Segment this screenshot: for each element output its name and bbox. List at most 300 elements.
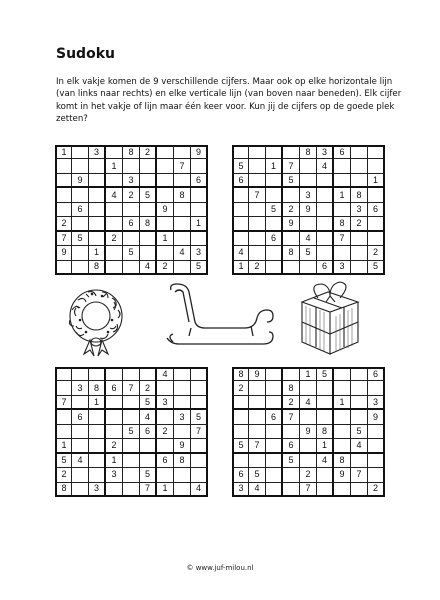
sudoku-cell[interactable]: 6 <box>317 261 334 275</box>
sudoku-cell[interactable]: 5 <box>317 367 334 381</box>
sudoku-cell[interactable]: 5 <box>249 468 266 482</box>
sudoku-cell[interactable]: 9 <box>191 145 208 159</box>
sudoku-cell[interactable]: 2 <box>351 217 368 231</box>
sudoku-cell[interactable]: 5 <box>123 246 140 260</box>
sudoku-cell[interactable] <box>249 425 266 439</box>
sudoku-cell[interactable] <box>72 396 89 410</box>
sudoku-cell[interactable]: 8 <box>174 188 191 202</box>
sudoku-cell[interactable]: 7 <box>55 232 72 246</box>
sudoku-cell[interactable] <box>368 439 385 453</box>
sudoku-cell[interactable]: 1 <box>334 188 351 202</box>
sudoku-cell[interactable] <box>266 396 283 410</box>
sudoku-cell[interactable] <box>123 261 140 275</box>
sudoku-cell[interactable] <box>89 217 106 231</box>
sudoku-cell[interactable]: 1 <box>106 159 123 173</box>
sudoku-cell[interactable] <box>317 246 334 260</box>
sudoku-cell[interactable] <box>317 468 334 482</box>
sudoku-cell[interactable]: 2 <box>232 381 249 395</box>
sudoku-cell[interactable]: 6 <box>72 203 89 217</box>
sudoku-cell[interactable]: 2 <box>300 468 317 482</box>
sudoku-cell[interactable] <box>174 261 191 275</box>
sudoku-cell[interactable] <box>249 396 266 410</box>
sudoku-cell[interactable]: 1 <box>368 174 385 188</box>
sudoku-cell[interactable] <box>300 159 317 173</box>
sudoku-cell[interactable]: 2 <box>249 261 266 275</box>
sudoku-cell[interactable] <box>191 203 208 217</box>
sudoku-cell[interactable] <box>191 232 208 246</box>
sudoku-cell[interactable]: 5 <box>72 232 89 246</box>
sudoku-cell[interactable]: 7 <box>334 232 351 246</box>
sudoku-cell[interactable] <box>249 454 266 468</box>
sudoku-cell[interactable] <box>157 217 174 231</box>
sudoku-cell[interactable] <box>89 367 106 381</box>
sudoku-cell[interactable] <box>334 381 351 395</box>
sudoku-cell[interactable] <box>123 159 140 173</box>
sudoku-cell[interactable]: 5 <box>55 454 72 468</box>
sudoku-cell[interactable] <box>89 468 106 482</box>
sudoku-cell[interactable]: 1 <box>106 454 123 468</box>
sudoku-cell[interactable] <box>368 425 385 439</box>
sudoku-cell[interactable] <box>191 367 208 381</box>
sudoku-cell[interactable]: 6 <box>106 381 123 395</box>
sudoku-cell[interactable] <box>317 203 334 217</box>
sudoku-cell[interactable]: 2 <box>55 217 72 231</box>
sudoku-cell[interactable]: 5 <box>123 425 140 439</box>
sudoku-cell[interactable] <box>334 246 351 260</box>
sudoku-cell[interactable]: 4 <box>72 454 89 468</box>
sudoku-cell[interactable]: 3 <box>351 203 368 217</box>
sudoku-cell[interactable]: 8 <box>300 145 317 159</box>
sudoku-cell[interactable] <box>249 381 266 395</box>
sudoku-cell[interactable] <box>157 439 174 453</box>
sudoku-cell[interactable]: 8 <box>317 425 334 439</box>
sudoku-cell[interactable] <box>232 232 249 246</box>
sudoku-cell[interactable] <box>123 367 140 381</box>
sudoku-cell[interactable]: 5 <box>140 188 157 202</box>
sudoku-cell[interactable]: 5 <box>266 203 283 217</box>
sudoku-cell[interactable]: 1 <box>55 439 72 453</box>
sudoku-cell[interactable] <box>334 174 351 188</box>
sudoku-cell[interactable] <box>191 439 208 453</box>
sudoku-cell[interactable] <box>334 203 351 217</box>
sudoku-cell[interactable] <box>191 188 208 202</box>
sudoku-cell[interactable]: 3 <box>157 396 174 410</box>
sudoku-cell[interactable]: 2 <box>157 425 174 439</box>
sudoku-cell[interactable]: 4 <box>317 454 334 468</box>
sudoku-cell[interactable]: 6 <box>368 367 385 381</box>
sudoku-cell[interactable] <box>317 174 334 188</box>
sudoku-cell[interactable] <box>283 425 300 439</box>
sudoku-cell[interactable] <box>191 396 208 410</box>
sudoku-cell[interactable]: 7 <box>191 425 208 439</box>
sudoku-cell[interactable] <box>317 396 334 410</box>
sudoku-cell[interactable] <box>55 203 72 217</box>
sudoku-cell[interactable]: 6 <box>232 468 249 482</box>
sudoku-cell[interactable]: 1 <box>317 439 334 453</box>
sudoku-cell[interactable]: 2 <box>140 381 157 395</box>
sudoku-cell[interactable]: 7 <box>351 468 368 482</box>
sudoku-cell[interactable] <box>106 203 123 217</box>
sudoku-cell[interactable] <box>55 188 72 202</box>
sudoku-cell[interactable] <box>72 367 89 381</box>
sudoku-cell[interactable] <box>89 203 106 217</box>
sudoku-cell[interactable] <box>157 468 174 482</box>
sudoku-cell[interactable]: 3 <box>89 145 106 159</box>
sudoku-cell[interactable]: 3 <box>72 381 89 395</box>
sudoku-cell[interactable] <box>140 439 157 453</box>
sudoku-cell[interactable]: 9 <box>157 203 174 217</box>
sudoku-cell[interactable] <box>174 145 191 159</box>
sudoku-cell[interactable]: 5 <box>368 261 385 275</box>
sudoku-cell[interactable] <box>266 145 283 159</box>
sudoku-cell[interactable] <box>174 232 191 246</box>
sudoku-cell[interactable]: 6 <box>368 203 385 217</box>
sudoku-cell[interactable] <box>249 159 266 173</box>
sudoku-cell[interactable]: 9 <box>249 367 266 381</box>
sudoku-cell[interactable] <box>72 217 89 231</box>
sudoku-cell[interactable] <box>283 367 300 381</box>
sudoku-cell[interactable]: 3 <box>232 483 249 497</box>
sudoku-cell[interactable] <box>89 174 106 188</box>
sudoku-cell[interactable] <box>191 381 208 395</box>
sudoku-cell[interactable] <box>351 454 368 468</box>
sudoku-cell[interactable] <box>72 439 89 453</box>
sudoku-cell[interactable]: 4 <box>300 396 317 410</box>
sudoku-cell[interactable] <box>351 261 368 275</box>
sudoku-cell[interactable]: 2 <box>368 246 385 260</box>
sudoku-cell[interactable] <box>266 188 283 202</box>
sudoku-cell[interactable]: 9 <box>300 425 317 439</box>
sudoku-cell[interactable] <box>123 396 140 410</box>
sudoku-cell[interactable]: 8 <box>55 483 72 497</box>
sudoku-cell[interactable] <box>123 454 140 468</box>
sudoku-cell[interactable] <box>351 232 368 246</box>
sudoku-cell[interactable]: 8 <box>232 367 249 381</box>
sudoku-cell[interactable] <box>266 381 283 395</box>
sudoku-cell[interactable]: 4 <box>157 367 174 381</box>
sudoku-cell[interactable]: 7 <box>55 396 72 410</box>
sudoku-cell[interactable]: 3 <box>191 246 208 260</box>
sudoku-cell[interactable] <box>317 232 334 246</box>
sudoku-cell[interactable] <box>266 468 283 482</box>
sudoku-cell[interactable]: 8 <box>283 246 300 260</box>
sudoku-cell[interactable] <box>266 261 283 275</box>
sudoku-cell[interactable] <box>317 188 334 202</box>
sudoku-cell[interactable] <box>334 425 351 439</box>
sudoku-cell[interactable] <box>106 217 123 231</box>
sudoku-cell[interactable] <box>72 425 89 439</box>
sudoku-cell[interactable]: 1 <box>55 145 72 159</box>
sudoku-cell[interactable] <box>140 454 157 468</box>
sudoku-cell[interactable] <box>266 217 283 231</box>
sudoku-cell[interactable] <box>89 188 106 202</box>
sudoku-cell[interactable]: 4 <box>174 246 191 260</box>
sudoku-cell[interactable] <box>317 381 334 395</box>
sudoku-cell[interactable] <box>157 246 174 260</box>
sudoku-cell[interactable]: 9 <box>334 468 351 482</box>
sudoku-cell[interactable]: 8 <box>89 381 106 395</box>
sudoku-cell[interactable]: 5 <box>140 396 157 410</box>
sudoku-cell[interactable]: 1 <box>89 396 106 410</box>
sudoku-cell[interactable]: 6 <box>140 425 157 439</box>
sudoku-cell[interactable]: 9 <box>174 439 191 453</box>
sudoku-cell[interactable]: 4 <box>351 439 368 453</box>
sudoku-cell[interactable]: 5 <box>283 174 300 188</box>
sudoku-cell[interactable] <box>106 410 123 424</box>
sudoku-cell[interactable]: 1 <box>89 246 106 260</box>
sudoku-cell[interactable] <box>157 188 174 202</box>
sudoku-cell[interactable]: 5 <box>191 410 208 424</box>
sudoku-cell[interactable] <box>368 217 385 231</box>
sudoku-cell[interactable] <box>334 367 351 381</box>
sudoku-cell[interactable] <box>106 483 123 497</box>
sudoku-cell[interactable]: 8 <box>140 217 157 231</box>
sudoku-cell[interactable]: 8 <box>334 454 351 468</box>
sudoku-cell[interactable] <box>266 425 283 439</box>
sudoku-cell[interactable] <box>55 367 72 381</box>
sudoku-cell[interactable] <box>232 425 249 439</box>
sudoku-cell[interactable] <box>89 232 106 246</box>
sudoku-cell[interactable]: 3 <box>317 145 334 159</box>
sudoku-cell[interactable]: 9 <box>283 217 300 231</box>
sudoku-cell[interactable]: 8 <box>89 261 106 275</box>
sudoku-cell[interactable] <box>72 483 89 497</box>
sudoku-cell[interactable] <box>55 410 72 424</box>
sudoku-cell[interactable]: 8 <box>334 217 351 231</box>
sudoku-cell[interactable] <box>283 188 300 202</box>
sudoku-cell[interactable] <box>174 203 191 217</box>
sudoku-cell[interactable] <box>368 454 385 468</box>
sudoku-cell[interactable] <box>123 232 140 246</box>
sudoku-cell[interactable] <box>368 145 385 159</box>
sudoku-cell[interactable]: 7 <box>300 483 317 497</box>
sudoku-cell[interactable] <box>106 261 123 275</box>
sudoku-cell[interactable] <box>174 174 191 188</box>
sudoku-cell[interactable] <box>232 217 249 231</box>
sudoku-cell[interactable]: 7 <box>249 188 266 202</box>
sudoku-cell[interactable]: 8 <box>283 381 300 395</box>
sudoku-cell[interactable] <box>106 145 123 159</box>
sudoku-cell[interactable]: 8 <box>351 188 368 202</box>
sudoku-cell[interactable] <box>368 188 385 202</box>
sudoku-cell[interactable] <box>72 159 89 173</box>
sudoku-cell[interactable] <box>351 174 368 188</box>
sudoku-cell[interactable]: 4 <box>140 261 157 275</box>
sudoku-cell[interactable] <box>351 159 368 173</box>
sudoku-cell[interactable] <box>140 246 157 260</box>
sudoku-cell[interactable] <box>89 454 106 468</box>
sudoku-cell[interactable]: 1 <box>266 159 283 173</box>
sudoku-cell[interactable]: 8 <box>123 145 140 159</box>
sudoku-cell[interactable] <box>106 425 123 439</box>
sudoku-cell[interactable] <box>157 410 174 424</box>
sudoku-cell[interactable] <box>140 159 157 173</box>
sudoku-cell[interactable] <box>283 468 300 482</box>
sudoku-cell[interactable]: 6 <box>72 410 89 424</box>
sudoku-cell[interactable] <box>55 159 72 173</box>
sudoku-cell[interactable] <box>157 381 174 395</box>
sudoku-cell[interactable] <box>249 232 266 246</box>
sudoku-cell[interactable] <box>174 367 191 381</box>
sudoku-cell[interactable] <box>106 246 123 260</box>
sudoku-cell[interactable] <box>249 246 266 260</box>
sudoku-cell[interactable] <box>72 188 89 202</box>
sudoku-cell[interactable] <box>334 410 351 424</box>
sudoku-cell[interactable] <box>55 261 72 275</box>
sudoku-cell[interactable] <box>334 483 351 497</box>
sudoku-cell[interactable] <box>123 203 140 217</box>
sudoku-cell[interactable] <box>89 439 106 453</box>
sudoku-cell[interactable] <box>89 159 106 173</box>
sudoku-cell[interactable]: 4 <box>317 159 334 173</box>
sudoku-cell[interactable] <box>351 246 368 260</box>
sudoku-cell[interactable]: 9 <box>300 203 317 217</box>
sudoku-cell[interactable] <box>106 367 123 381</box>
sudoku-cell[interactable]: 6 <box>232 174 249 188</box>
sudoku-cell[interactable]: 5 <box>232 159 249 173</box>
sudoku-cell[interactable]: 3 <box>174 410 191 424</box>
sudoku-cell[interactable] <box>300 174 317 188</box>
sudoku-cell[interactable]: 4 <box>300 232 317 246</box>
sudoku-cell[interactable]: 7 <box>283 159 300 173</box>
sudoku-cell[interactable]: 6 <box>334 145 351 159</box>
sudoku-cell[interactable] <box>123 468 140 482</box>
sudoku-cell[interactable] <box>266 174 283 188</box>
sudoku-cell[interactable] <box>300 439 317 453</box>
sudoku-cell[interactable] <box>123 439 140 453</box>
sudoku-cell[interactable]: 4 <box>232 246 249 260</box>
sudoku-cell[interactable] <box>89 425 106 439</box>
sudoku-cell[interactable]: 3 <box>300 188 317 202</box>
sudoku-cell[interactable] <box>55 381 72 395</box>
sudoku-cell[interactable]: 2 <box>157 261 174 275</box>
sudoku-cell[interactable] <box>232 454 249 468</box>
sudoku-cell[interactable]: 1 <box>300 367 317 381</box>
sudoku-cell[interactable]: 6 <box>283 439 300 453</box>
sudoku-cell[interactable] <box>334 439 351 453</box>
sudoku-cell[interactable] <box>191 454 208 468</box>
sudoku-cell[interactable] <box>72 468 89 482</box>
sudoku-cell[interactable] <box>334 159 351 173</box>
sudoku-cell[interactable]: 2 <box>55 468 72 482</box>
sudoku-cell[interactable] <box>368 468 385 482</box>
sudoku-cell[interactable]: 3 <box>89 483 106 497</box>
sudoku-cell[interactable]: 7 <box>249 439 266 453</box>
sudoku-cell[interactable]: 1 <box>232 261 249 275</box>
sudoku-cell[interactable]: 2 <box>123 188 140 202</box>
sudoku-cell[interactable] <box>157 145 174 159</box>
sudoku-cell[interactable] <box>55 174 72 188</box>
sudoku-cell[interactable] <box>174 425 191 439</box>
sudoku-cell[interactable] <box>140 367 157 381</box>
sudoku-cell[interactable]: 3 <box>368 396 385 410</box>
sudoku-cell[interactable] <box>249 217 266 231</box>
sudoku-cell[interactable]: 5 <box>191 261 208 275</box>
sudoku-cell[interactable] <box>283 232 300 246</box>
sudoku-cell[interactable]: 2 <box>140 145 157 159</box>
sudoku-cell[interactable] <box>351 396 368 410</box>
sudoku-cell[interactable] <box>266 454 283 468</box>
sudoku-cell[interactable]: 6 <box>266 232 283 246</box>
sudoku-cell[interactable] <box>157 174 174 188</box>
sudoku-cell[interactable]: 5 <box>232 439 249 453</box>
sudoku-cell[interactable]: 1 <box>191 217 208 231</box>
sudoku-cell[interactable] <box>300 454 317 468</box>
sudoku-cell[interactable]: 2 <box>106 232 123 246</box>
sudoku-cell[interactable]: 3 <box>106 468 123 482</box>
sudoku-cell[interactable] <box>174 468 191 482</box>
sudoku-cell[interactable]: 2 <box>283 203 300 217</box>
sudoku-cell[interactable] <box>300 261 317 275</box>
sudoku-cell[interactable] <box>232 203 249 217</box>
sudoku-cell[interactable]: 2 <box>368 483 385 497</box>
sudoku-cell[interactable] <box>174 483 191 497</box>
sudoku-cell[interactable] <box>266 246 283 260</box>
sudoku-cell[interactable]: 5 <box>300 246 317 260</box>
sudoku-cell[interactable]: 6 <box>191 174 208 188</box>
sudoku-cell[interactable]: 7 <box>140 483 157 497</box>
sudoku-cell[interactable]: 5 <box>351 425 368 439</box>
sudoku-cell[interactable] <box>191 159 208 173</box>
sudoku-cell[interactable] <box>174 381 191 395</box>
sudoku-cell[interactable] <box>232 410 249 424</box>
sudoku-cell[interactable] <box>351 367 368 381</box>
sudoku-cell[interactable]: 9 <box>55 246 72 260</box>
sudoku-cell[interactable] <box>317 410 334 424</box>
sudoku-cell[interactable] <box>232 396 249 410</box>
sudoku-cell[interactable]: 5 <box>283 454 300 468</box>
sudoku-cell[interactable] <box>300 410 317 424</box>
sudoku-cell[interactable] <box>351 410 368 424</box>
sudoku-cell[interactable] <box>106 174 123 188</box>
sudoku-cell[interactable] <box>300 217 317 231</box>
sudoku-cell[interactable] <box>249 174 266 188</box>
sudoku-cell[interactable] <box>368 381 385 395</box>
sudoku-cell[interactable] <box>351 483 368 497</box>
sudoku-cell[interactable] <box>123 410 140 424</box>
sudoku-cell[interactable]: 4 <box>249 483 266 497</box>
sudoku-cell[interactable]: 2 <box>106 439 123 453</box>
sudoku-cell[interactable]: 1 <box>157 232 174 246</box>
sudoku-cell[interactable] <box>140 174 157 188</box>
sudoku-cell[interactable] <box>249 145 266 159</box>
sudoku-cell[interactable] <box>351 145 368 159</box>
sudoku-cell[interactable]: 3 <box>334 261 351 275</box>
sudoku-cell[interactable] <box>283 483 300 497</box>
sudoku-cell[interactable]: 9 <box>72 174 89 188</box>
sudoku-cell[interactable]: 3 <box>123 174 140 188</box>
sudoku-cell[interactable]: 6 <box>266 410 283 424</box>
sudoku-cell[interactable] <box>317 483 334 497</box>
sudoku-cell[interactable]: 1 <box>334 396 351 410</box>
sudoku-cell[interactable] <box>300 381 317 395</box>
sudoku-cell[interactable]: 6 <box>123 217 140 231</box>
sudoku-cell[interactable] <box>140 232 157 246</box>
sudoku-cell[interactable]: 7 <box>174 159 191 173</box>
sudoku-cell[interactable] <box>123 483 140 497</box>
sudoku-cell[interactable] <box>191 468 208 482</box>
sudoku-cell[interactable] <box>266 439 283 453</box>
sudoku-cell[interactable]: 4 <box>191 483 208 497</box>
sudoku-cell[interactable] <box>368 159 385 173</box>
sudoku-cell[interactable] <box>157 159 174 173</box>
sudoku-cell[interactable] <box>266 367 283 381</box>
sudoku-cell[interactable] <box>249 203 266 217</box>
sudoku-cell[interactable] <box>72 145 89 159</box>
sudoku-cell[interactable] <box>266 483 283 497</box>
sudoku-cell[interactable]: 7 <box>283 410 300 424</box>
sudoku-cell[interactable]: 7 <box>123 381 140 395</box>
